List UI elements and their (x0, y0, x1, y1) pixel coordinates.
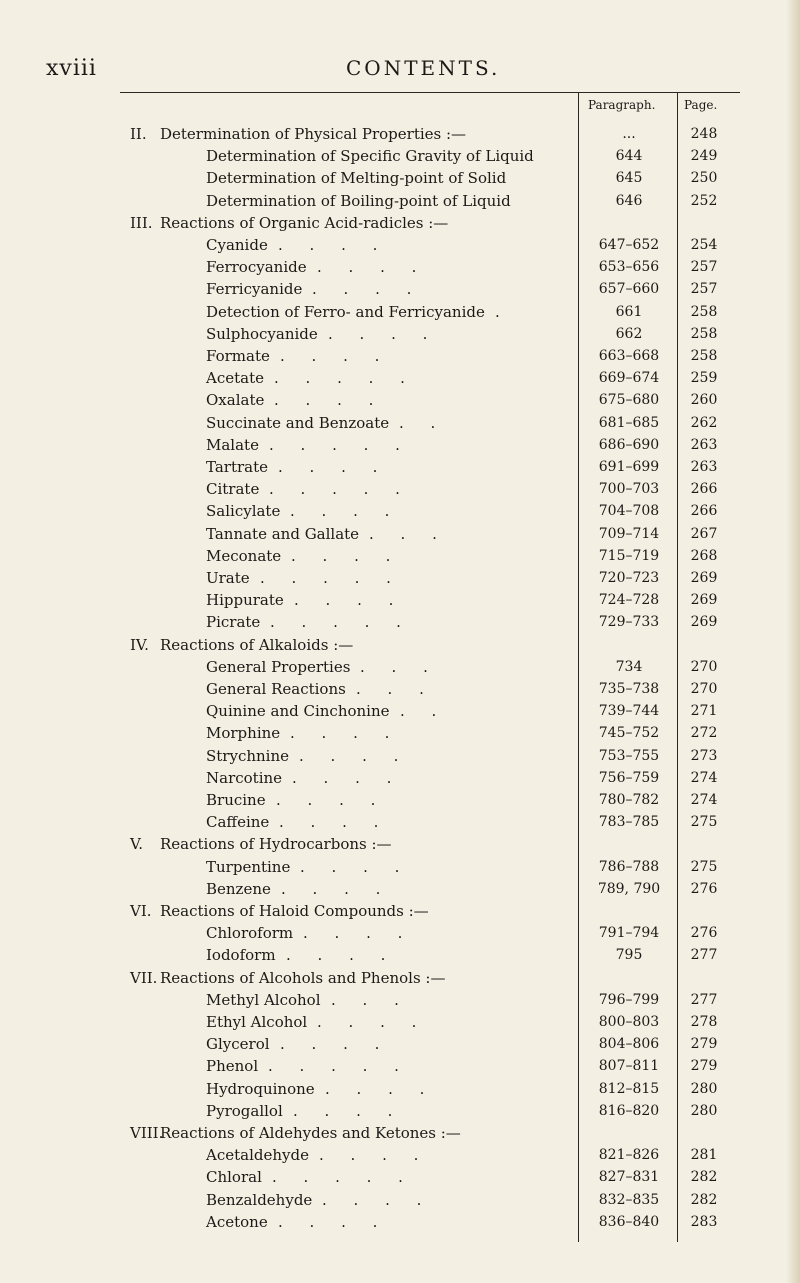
entry-label: Tartrate (206, 458, 268, 476)
page-number: 266 (690, 481, 718, 498)
paragraph-number: 807–811 (598, 1058, 660, 1075)
section-heading (0, 634, 800, 656)
leader-dots: . . . . (322, 1190, 422, 1209)
page-number: 278 (690, 1014, 718, 1030)
leader-dots: . . . . (274, 391, 374, 410)
entry-label: Reactions of Organic Acid-radicles :— (160, 213, 449, 232)
contents-entry (0, 1166, 800, 1188)
contents-entry (0, 1033, 800, 1055)
paragraph-number: 661 (615, 303, 643, 320)
entry-label: Ferrocyanide (206, 258, 307, 277)
page-number: 277 (690, 947, 718, 964)
paragraph-number: 647–652 (598, 237, 660, 253)
entry-label: Reactions of Alkaloids :— (160, 635, 354, 654)
contents-entry (0, 190, 800, 212)
leader-dots: . . . (360, 657, 428, 676)
section-number: V. (130, 835, 143, 854)
page-number: 250 (690, 170, 718, 187)
page-number: 266 (690, 503, 718, 520)
entry-label: Ferricyanide (206, 280, 303, 299)
contents-entry (0, 856, 800, 878)
paragraph-number: 734 (615, 658, 643, 675)
contents-entry (0, 301, 800, 323)
leader-dots: . . . . . (270, 613, 401, 632)
entry-label: Reactions of Haloid Compounds :— (160, 902, 429, 920)
leader-dots: . (495, 302, 500, 321)
leader-dots: . . . . (278, 458, 378, 476)
page-number: 248 (690, 126, 718, 142)
paragraph-number: 709–714 (598, 525, 660, 542)
entry-label: Reactions of Hydrocarbons :— (160, 835, 392, 854)
contents-entry (0, 500, 800, 522)
contents-entry (0, 278, 800, 300)
running-head (46, 56, 740, 84)
leader-dots: . . . . (303, 924, 403, 943)
paragraph-number: 753–755 (598, 747, 660, 764)
paragraph-number: ... (622, 126, 636, 142)
entry-label: Methyl Alcohol (206, 990, 321, 1009)
leader-dots: . . . . (286, 946, 386, 965)
entry-label: Determination of Physical Properties :— (160, 125, 467, 143)
section-number: VII. (130, 968, 158, 987)
leader-dots: . . . . (328, 324, 428, 343)
page-number: 270 (690, 658, 718, 675)
paragraph-number: 669–674 (598, 370, 660, 387)
paragraph-number: 729–733 (598, 614, 660, 631)
entry-label: Acetone (206, 1212, 268, 1231)
entry-label: Reactions of Aldehydes and Ketones :— (160, 1124, 461, 1142)
leader-dots: . . . . . (269, 435, 400, 454)
leader-dots: . . . . (300, 857, 400, 876)
page-number: 252 (690, 192, 718, 209)
entry-label: Ethyl Alcohol (206, 1013, 308, 1031)
contents-entry (0, 611, 800, 633)
contents-entry (0, 167, 800, 189)
page-edge-shadow (786, 0, 800, 1283)
contents-entry (0, 678, 800, 700)
page-number: 275 (690, 814, 718, 831)
paragraph-number: 735–738 (598, 681, 660, 697)
contents-entry (0, 545, 800, 567)
paragraph-number: 812–815 (598, 1080, 660, 1097)
page-number: 259 (690, 370, 718, 387)
leader-dots: . . . . (281, 879, 381, 898)
entry-label: Cyanide (206, 236, 268, 254)
entry-label: Brucine (206, 791, 266, 809)
contents-entry (0, 944, 800, 966)
contents-entry (0, 1055, 800, 1077)
entry-label: Benzaldehyde (206, 1190, 313, 1209)
entry-label: Strychnine (206, 746, 290, 765)
entry-label: Salicylate (206, 502, 281, 521)
leader-dots: . . . . (293, 1101, 393, 1120)
page-number: 280 (690, 1102, 718, 1119)
paragraph-number: 791–794 (598, 925, 660, 942)
leader-dots: . . . (356, 680, 424, 698)
entry-label: Chloroform (206, 924, 294, 943)
leader-dots: . . . (331, 990, 399, 1009)
page-number: 270 (690, 681, 718, 697)
entry-label: Picrate (206, 613, 261, 632)
page-number: 274 (690, 769, 718, 786)
leader-dots: . . . . (292, 768, 392, 787)
entry-label: Iodoform (206, 946, 276, 965)
contents-entry (0, 323, 800, 345)
contents-entry (0, 256, 800, 278)
entry-label: Pyrogallol (206, 1101, 283, 1120)
leader-dots: . . . . . (268, 1057, 399, 1076)
contents-entry (0, 767, 800, 789)
entry-label: Caffeine (206, 813, 270, 832)
leader-dots: . . . . . (274, 369, 405, 388)
contents-entry (0, 434, 800, 456)
leader-dots: . . . . (317, 258, 417, 277)
contents-entry (0, 567, 800, 589)
header-rule (120, 92, 740, 93)
page-number: 263 (690, 436, 718, 453)
contents-entry (0, 1211, 800, 1233)
page-number: 274 (690, 792, 718, 808)
entry-label: Glycerol (206, 1035, 270, 1054)
entry-label: Detection of Ferro- and Ferricyanide (206, 302, 485, 321)
entry-label: Meconate (206, 546, 282, 565)
leader-dots: . . . . (291, 546, 391, 565)
leader-dots: . . . . (280, 347, 380, 365)
section-heading (0, 900, 800, 922)
paragraph-number: 780–782 (598, 792, 660, 808)
contents-entry (0, 700, 800, 722)
page-number: 269 (690, 614, 718, 631)
contents-entry (0, 456, 800, 478)
page-number: 263 (690, 459, 718, 475)
paragraph-number: 715–719 (598, 547, 660, 564)
leader-dots: . . . . (317, 1013, 417, 1031)
contents-entry (0, 145, 800, 167)
contents-entry (0, 234, 800, 256)
paragraph-number: 821–826 (598, 1147, 660, 1164)
section-number: VI. (130, 902, 152, 920)
entry-label: Acetaldehyde (206, 1146, 309, 1165)
entry-label: Morphine (206, 724, 281, 743)
contents-entry (0, 989, 800, 1011)
page-number: 257 (690, 259, 718, 276)
section-heading (0, 123, 800, 145)
entry-label: Chloral (206, 1168, 262, 1187)
contents-entry (0, 523, 800, 545)
page-number: 269 (690, 570, 718, 586)
paragraph-number: 832–835 (598, 1191, 660, 1208)
contents-entry (0, 878, 800, 900)
page-number: 260 (690, 392, 718, 409)
contents-entry (0, 656, 800, 678)
paragraph-number: 720–723 (598, 570, 660, 586)
entry-label: Urate (206, 569, 250, 587)
paragraph-number: 657–660 (598, 281, 660, 298)
paragraph-number: 786–788 (598, 858, 660, 875)
paragraph-number: 804–806 (598, 1036, 660, 1053)
section-number: II. (130, 125, 147, 143)
section-heading (0, 1122, 800, 1144)
page-number: 271 (690, 703, 718, 720)
contents-entry (0, 1011, 800, 1033)
entry-label: Sulphocyanide (206, 324, 318, 343)
contents-entry (0, 389, 800, 411)
paragraph-number: 756–759 (598, 769, 660, 786)
page-number: 257 (690, 281, 718, 298)
entry-label: Benzene (206, 879, 271, 898)
paragraph-number: 663–668 (598, 348, 660, 364)
contents-entry (0, 412, 800, 434)
paragraph-number: 691–699 (598, 459, 660, 475)
entry-label: Succinate and Benzoate (206, 413, 390, 432)
entry-label: Tannate and Gallate (206, 524, 360, 543)
leader-dots: . . . . (319, 1146, 419, 1165)
contents-entry (0, 478, 800, 500)
page-number: 280 (690, 1080, 718, 1097)
paragraph-number: 796–799 (598, 991, 660, 1008)
leader-dots: . . . (369, 524, 437, 543)
page-title: CONTENTS. (346, 56, 501, 80)
page-number: 282 (690, 1169, 718, 1186)
paragraph-number: 681–685 (598, 414, 660, 431)
leader-dots: . . . . (278, 236, 378, 254)
entry-label: Determination of Specific Gravity of Liquid (206, 147, 534, 166)
page-number: 269 (690, 592, 718, 609)
paragraph-number: 739–744 (598, 703, 660, 720)
section-number: III. (130, 213, 153, 232)
entry-label: Formate (206, 347, 270, 365)
page-number: 249 (690, 148, 718, 165)
page-number: 277 (690, 991, 718, 1008)
paragraph-number: 795 (615, 947, 643, 964)
page-number: 283 (690, 1213, 718, 1230)
section-number: VIII. (130, 1124, 164, 1142)
paragraph-number: 800–803 (598, 1014, 660, 1030)
leader-dots: . . . . (290, 724, 390, 743)
contents-entry (0, 1144, 800, 1166)
entry-label: Determination of Melting-point of Solid (206, 169, 507, 188)
leader-dots: . . . . (280, 1035, 380, 1054)
entry-label: Oxalate (206, 391, 265, 410)
page-number: 281 (690, 1147, 718, 1164)
paragraph-number: 675–680 (598, 392, 660, 409)
page-number: 279 (690, 1036, 718, 1053)
leader-dots: . . . . (290, 502, 390, 521)
paragraph-number: 653–656 (598, 259, 660, 276)
paragraph-number: 704–708 (598, 503, 660, 520)
contents-entry (0, 811, 800, 833)
paragraph-number: 686–690 (598, 436, 660, 453)
contents-entry (0, 345, 800, 367)
paragraph-number: 662 (615, 325, 643, 342)
page-number: 262 (690, 414, 718, 431)
leader-dots: . . . . (294, 591, 394, 610)
paragraph-number: 700–703 (598, 481, 660, 498)
entry-label: Narcotine (206, 768, 283, 787)
contents-entry (0, 722, 800, 744)
entry-label: Determination of Boiling-point of Liquid (206, 191, 511, 210)
paragraph-number: 827–831 (598, 1169, 660, 1186)
paragraph-number: 645 (615, 170, 643, 187)
section-heading (0, 967, 800, 989)
leader-dots: . . . . (276, 791, 376, 809)
leader-dots: . . . . (299, 746, 399, 765)
entry-label: Reactions of Alcohols and Phenols :— (160, 968, 446, 987)
entry-label: Quinine and Cinchonine (206, 702, 390, 721)
leader-dots: . . . . (278, 1212, 378, 1231)
paragraph-number: 745–752 (598, 725, 660, 742)
page-number: 276 (690, 925, 718, 942)
page-number: 273 (690, 747, 718, 764)
column-header-page: Page. (684, 98, 718, 112)
leader-dots: . . (399, 413, 436, 432)
leader-dots: . . . . . (269, 480, 400, 499)
page-number: 267 (690, 525, 718, 542)
page-number: 276 (690, 880, 718, 897)
entry-label: Phenol (206, 1057, 259, 1076)
contents-entry (0, 367, 800, 389)
entry-label: Hippurate (206, 591, 284, 610)
paragraph-number: 836–840 (598, 1213, 660, 1230)
leader-dots: . . . . . (272, 1168, 403, 1187)
contents-entry (0, 1100, 800, 1122)
contents-entry (0, 789, 800, 811)
page-folio: xviii (46, 56, 97, 81)
section-number: IV. (130, 635, 149, 654)
page-number: 258 (690, 303, 718, 320)
paragraph-number: 816–820 (598, 1102, 660, 1119)
page-number: 272 (690, 725, 718, 742)
contents-entry (0, 589, 800, 611)
entry-label: Hydroquinone (206, 1079, 315, 1098)
column-header-paragraph: Paragraph. (588, 98, 656, 112)
section-heading (0, 212, 800, 234)
page-number: 258 (690, 348, 718, 364)
paragraph-number: 783–785 (598, 814, 660, 831)
leader-dots: . . (400, 702, 437, 721)
leader-dots: . . . . (279, 813, 379, 832)
leader-dots: . . . . (325, 1079, 425, 1098)
leader-dots: . . . . . (260, 569, 391, 587)
contents-entry (0, 1078, 800, 1100)
page-number: 279 (690, 1058, 718, 1075)
page-number: 282 (690, 1191, 718, 1208)
page-number: 258 (690, 325, 718, 342)
page-number: 268 (690, 547, 718, 564)
contents-entry (0, 745, 800, 767)
entry-label: Citrate (206, 480, 260, 499)
entry-label: Malate (206, 435, 259, 454)
page-number: 254 (690, 237, 718, 253)
paragraph-number: 644 (615, 148, 643, 165)
contents-entry (0, 922, 800, 944)
paragraph-number: 646 (615, 192, 643, 209)
contents-entry (0, 1189, 800, 1211)
page-number: 275 (690, 858, 718, 875)
section-heading (0, 833, 800, 855)
leader-dots: . . . . (312, 280, 412, 299)
paragraph-number: 789, 790 (597, 880, 661, 897)
entry-label: Turpentine (206, 857, 291, 876)
entry-label: General Properties (206, 657, 351, 676)
entry-label: Acetate (206, 369, 264, 388)
paragraph-number: 724–728 (598, 592, 660, 609)
entry-label: General Reactions (206, 680, 346, 698)
